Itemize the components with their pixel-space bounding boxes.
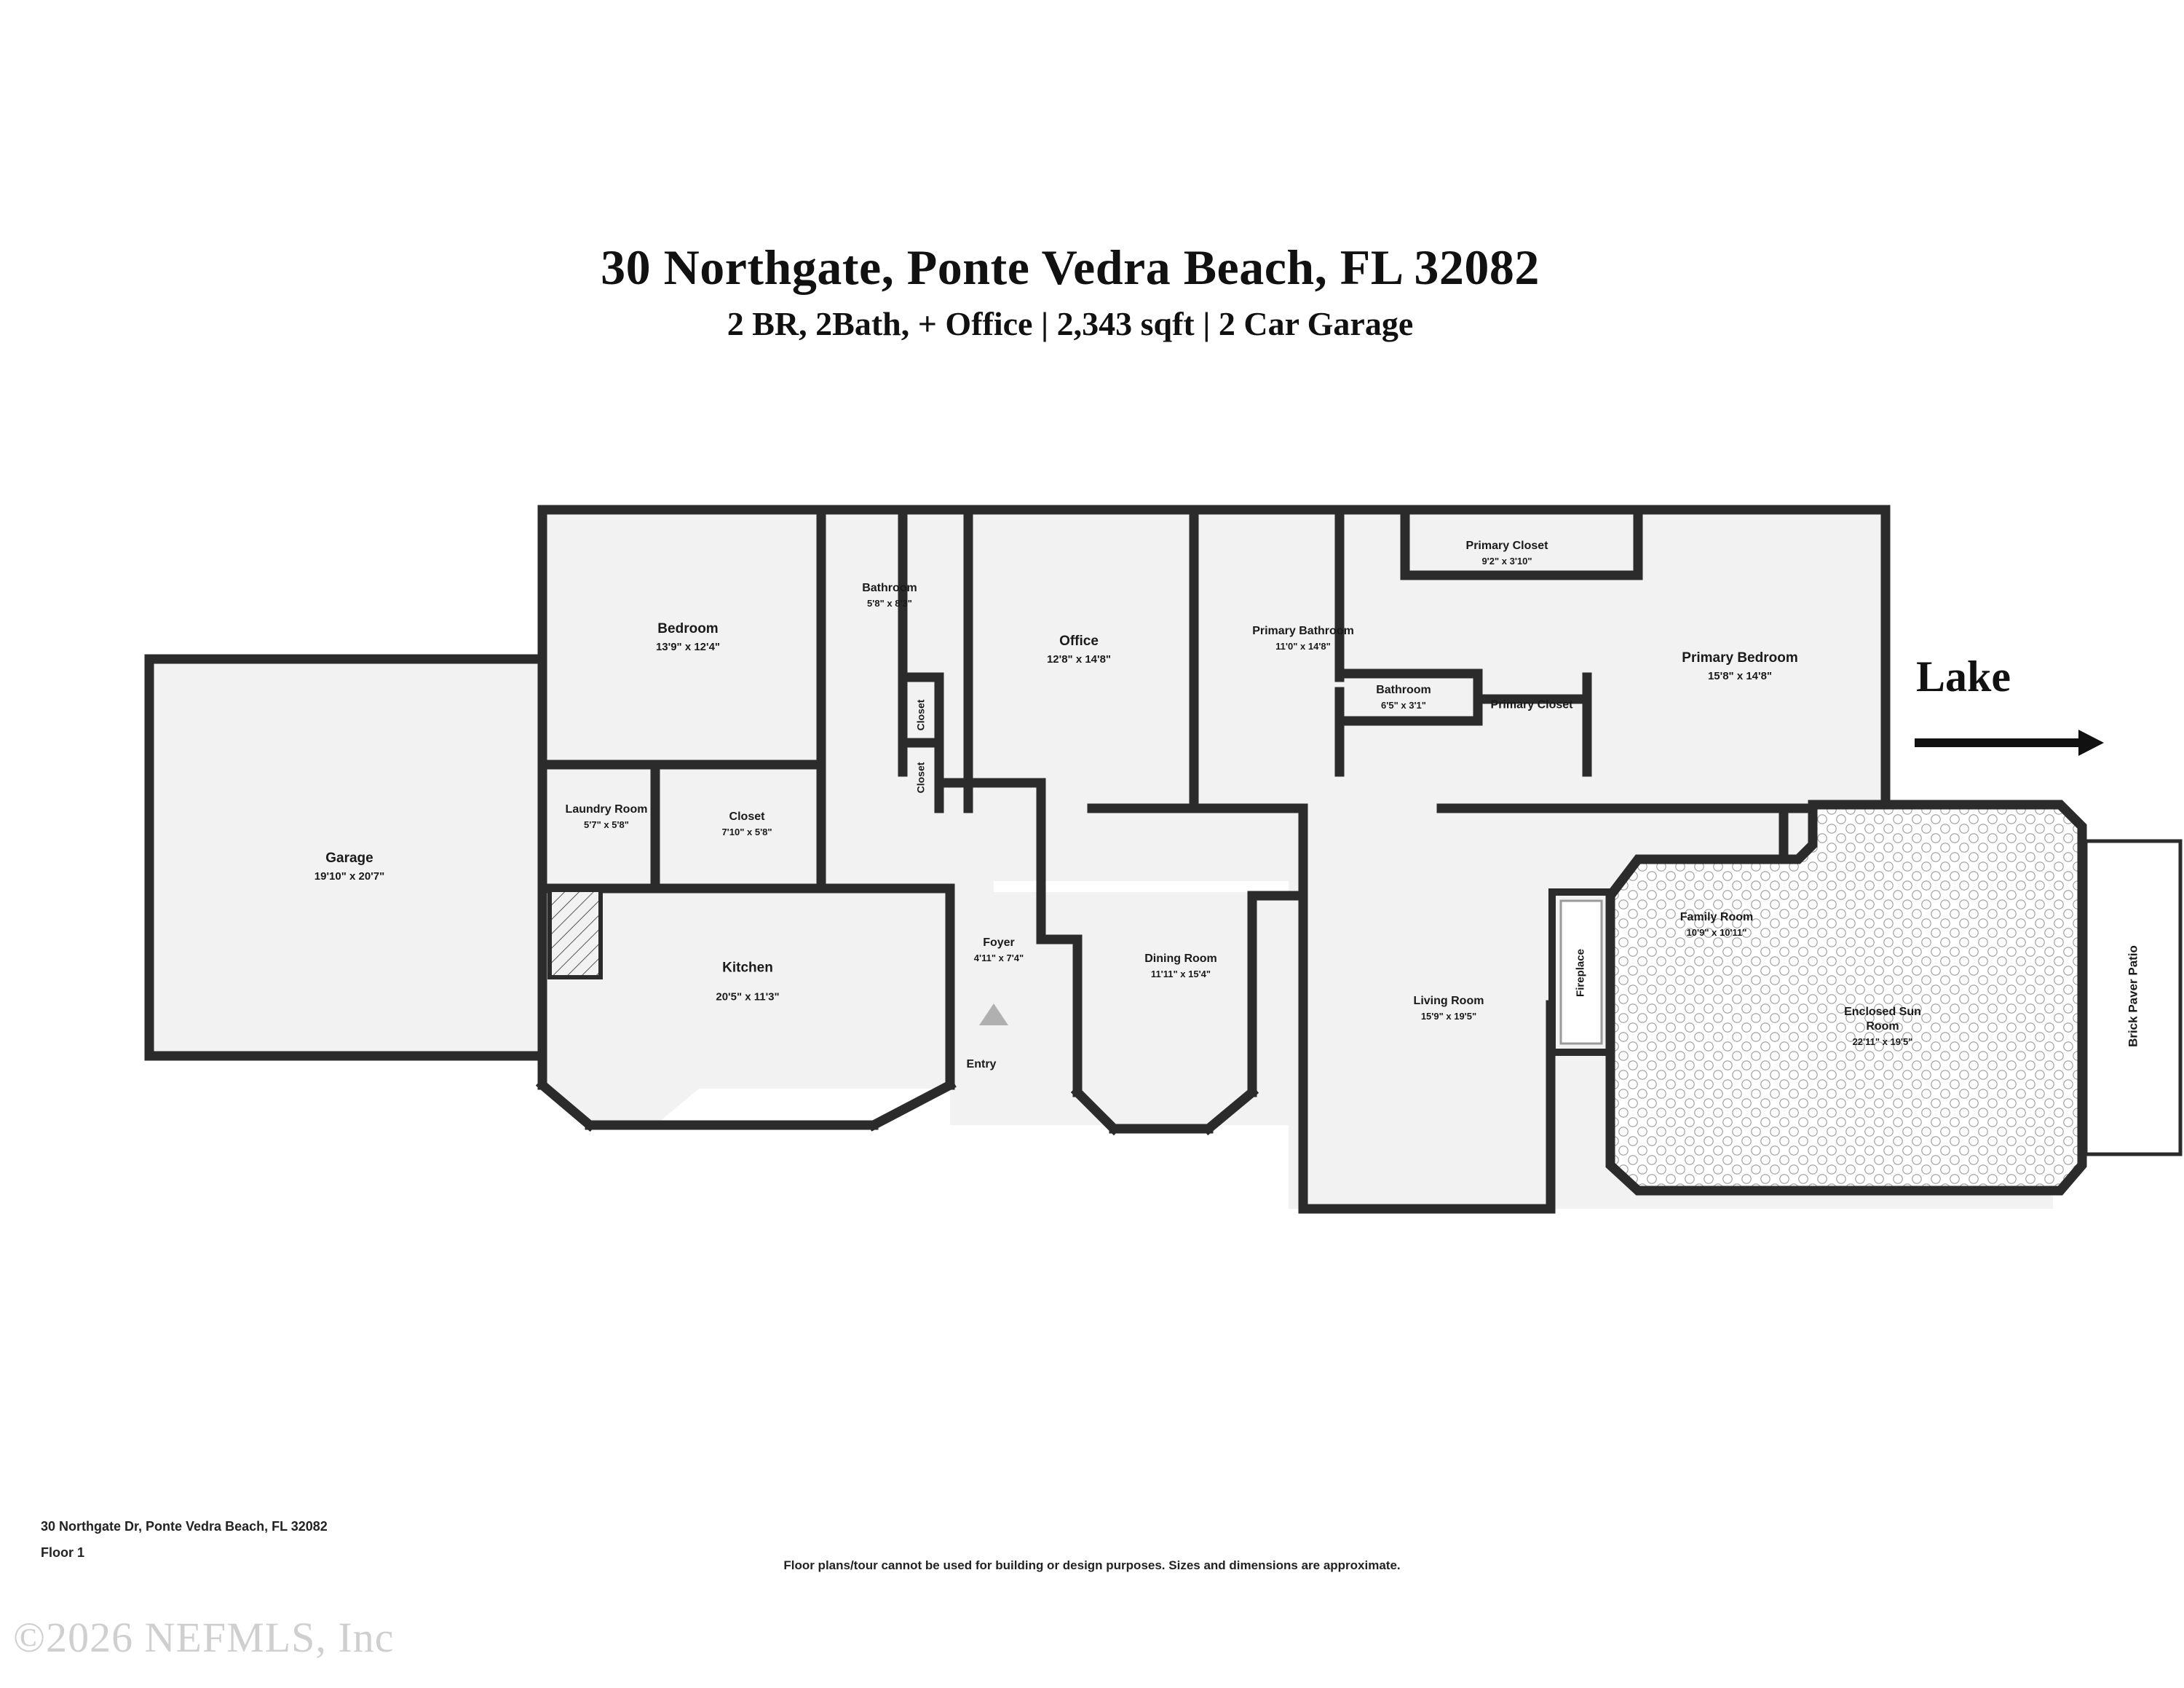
room-label-bathroom: Bathroom 5'8" x 8'3" (862, 582, 917, 610)
entry-label: Entry (966, 1058, 997, 1070)
watermark: ©2026 NEFMLS, Inc (13, 1614, 395, 1661)
page-title: 30 Northgate, Ponte Vedra Beach, FL 32082 (601, 240, 1540, 295)
footer-address: 30 Northgate Dr, Ponte Vedra Beach, FL 32082 (41, 1519, 328, 1534)
page-subtitle: 2 BR, 2Bath, + Office | 2,343 sqft | 2 Car Garage (727, 304, 1414, 342)
room-label-laundry-room: Laundry Room 5'7" x 5'8" (565, 803, 648, 831)
enclosed-sun-room-shape (1610, 805, 2082, 1191)
room-label-primary-bedroom: Primary Bedroom 15'8" x 14'8" (1682, 650, 1798, 682)
room-label-primary-closet-right: Primary Closet (1490, 698, 1573, 711)
arrow-right-icon (1915, 730, 2104, 756)
room-label-foyer: Foyer 4'11" x 7'4" (973, 936, 1024, 964)
room-label-garage: Garage 19'10" x 20'7" (314, 850, 385, 883)
room-label-living-room: Living Room 15'9" x 19'5" (1413, 995, 1484, 1022)
room-label-fireplace: Fireplace (1574, 949, 1587, 997)
room-label-closet-b: Closet (914, 762, 927, 794)
room-label-closet-a: Closet (914, 699, 927, 731)
room-label-enclosed-sun-room: Enclosed Sun Room 22'11" x 19'5" (1844, 1006, 1921, 1048)
footer-floor: Floor 1 (41, 1545, 85, 1560)
room-label-primary-bathroom: Primary Bathroom 11'0" x 14'8" (1252, 625, 1354, 652)
room-label-bedroom: Bedroom 13'9" x 12'4" (655, 620, 721, 653)
garage-step-hatch (550, 890, 601, 977)
footer-disclaimer: Floor plans/tour cannot be used for building or design purposes. Sizes and dimensions are approximate. (783, 1558, 1401, 1572)
fireplace-shape (1552, 892, 1610, 1052)
room-label-family-room: Family Room 10'9" x 10'11" (1679, 911, 1754, 939)
room-label-kitchen: Kitchen 20'5" x 11'3" (716, 960, 780, 1003)
room-label-office: Office 12'8" x 14'8" (1046, 633, 1112, 666)
room-label-brick-paver-patio: Brick Paver Patio (2126, 945, 2140, 1047)
room-label-dining-room: Dining Room 11'11" x 15'4" (1144, 953, 1217, 980)
lake-label: Lake (1916, 652, 2011, 701)
room-label-primary-closet-upper: Primary Closet 9'2" x 3'10" (1465, 540, 1548, 567)
brick-paver-patio-shape (2086, 841, 2180, 1154)
room-label-closet-main: Closet 7'10" x 5'8" (721, 811, 772, 838)
room-label-bathroom-secondary: Bathroom 6'5" x 3'1" (1376, 684, 1431, 711)
